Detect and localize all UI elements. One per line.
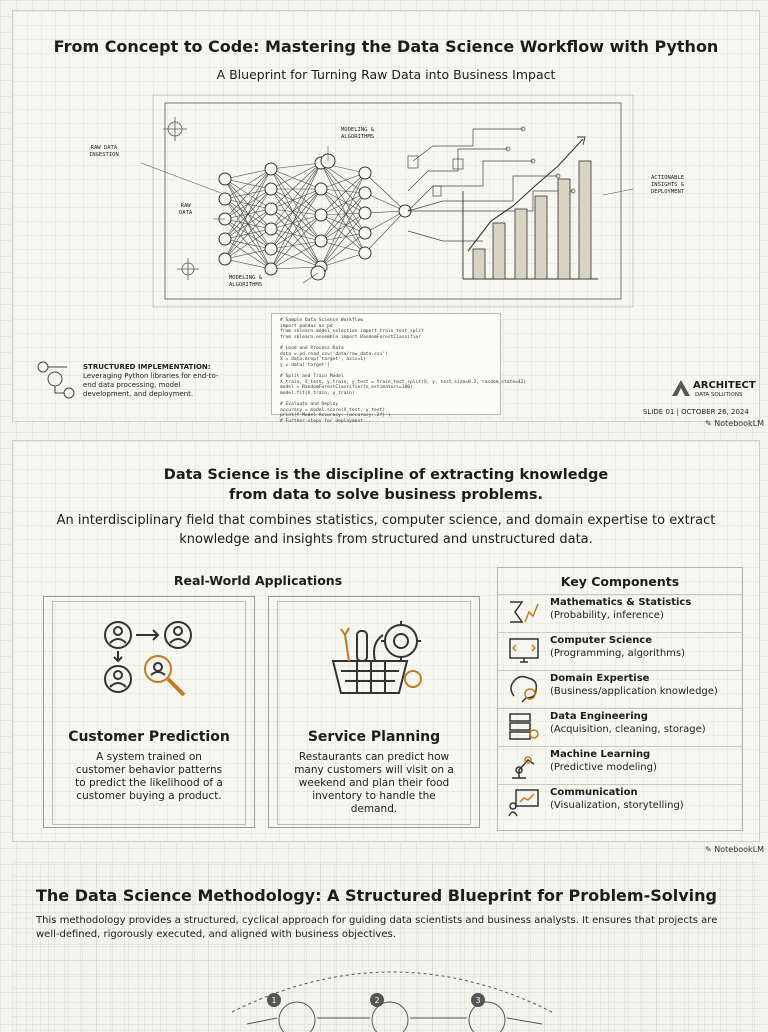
component-title: Domain Expertise bbox=[550, 673, 650, 684]
step-1-label: 1 bbox=[271, 996, 277, 1005]
slide2-description: An interdisciplinary field that combines statistics, computer science, and domain expertise to extract knowledge and insights from structured and unstructured data. bbox=[56, 513, 716, 547]
network-node bbox=[265, 163, 277, 175]
notebooklm-watermark-2: ✎ NotebookLM bbox=[705, 845, 765, 854]
code-line: # Load and Process Data bbox=[280, 345, 344, 351]
component-domain-expertise bbox=[498, 670, 742, 709]
component-data-engineering bbox=[498, 708, 742, 747]
component-sub: (Predictive modeling) bbox=[550, 762, 657, 773]
slide-data-science-definition bbox=[12, 440, 760, 842]
decorative-bar bbox=[473, 249, 485, 279]
component-machine-learning bbox=[498, 746, 742, 785]
applications-heading: Real-World Applications bbox=[173, 573, 343, 588]
component-title: Machine Learning bbox=[550, 749, 651, 760]
customer-prediction-icon bbox=[100, 617, 200, 697]
code-line: from sklearn.ensemble import RandomForestClassifier bbox=[280, 334, 422, 340]
slide-info: SLIDE 01 | OCTOBER 26, 2024 bbox=[643, 408, 749, 416]
component-sub: (Programming, algorithms) bbox=[550, 648, 686, 659]
network-node bbox=[315, 235, 327, 247]
slide2-headline: Data Science is the discipline of extracting knowledge from data to solve business problems. bbox=[163, 467, 609, 503]
code-line: from sklearn.model_selection import train_test_split bbox=[280, 329, 424, 335]
network-node bbox=[359, 227, 371, 239]
network-node bbox=[219, 253, 231, 265]
component-sub: (Business/application knowledge) bbox=[550, 686, 718, 697]
code-line: # Evaluate and Deploy bbox=[280, 401, 339, 407]
network-node bbox=[359, 187, 371, 199]
slide3-description: This methodology provides a structured, cyclical approach for guiding data scientists and business analysts. It ensures that projects are well-defined, rigorously executed, and aligned with business objectives. bbox=[36, 915, 718, 940]
card-desc-service-planning: Restaurants can predict how many customers will visit on a weekend and plan their food inventory to handle the demand. bbox=[294, 751, 454, 815]
network-node bbox=[265, 183, 277, 195]
brain-gear-icon bbox=[508, 674, 540, 704]
network-node bbox=[315, 209, 327, 221]
step-2-label: 2 bbox=[374, 996, 380, 1005]
card-title-customer-prediction: Customer Prediction bbox=[68, 729, 230, 745]
presentation-chart-icon bbox=[508, 788, 540, 818]
component-math-stats bbox=[498, 594, 742, 633]
label-raw-data-ingestion: RAW DATA INGESTION bbox=[89, 145, 119, 158]
code-line: print(f'Model Accuracy: {accuracy:.2f}') bbox=[280, 413, 391, 419]
label-modeling-top: MODELING & ALGORITHMS bbox=[341, 127, 375, 140]
decorative-bar bbox=[515, 209, 527, 279]
label-raw-data: RAW DATA bbox=[179, 203, 193, 216]
brand-sub: DATA SOLUTIONS bbox=[695, 392, 743, 398]
decorative-bar bbox=[558, 179, 570, 279]
card-service-planning bbox=[268, 596, 480, 828]
python-code-snippet bbox=[271, 313, 527, 424]
decorative-bar bbox=[535, 196, 547, 279]
component-title: Mathematics & Statistics bbox=[550, 597, 692, 608]
code-line: model.fit(X_train, y_train) bbox=[280, 390, 355, 396]
component-title: Communication bbox=[550, 787, 638, 798]
code-line: # Further steps for deployment... bbox=[280, 418, 372, 424]
network-node bbox=[265, 263, 277, 275]
code-line: data = pd.read_csv('data/raw_data.csv') bbox=[280, 351, 388, 357]
structured-implementation-title: STRUCTURED IMPLEMENTATION: bbox=[83, 363, 211, 371]
network-node bbox=[359, 167, 371, 179]
food-basket-icon bbox=[319, 613, 434, 703]
methodology-cycle-diagram bbox=[12, 862, 758, 1032]
network-node bbox=[315, 183, 327, 195]
code-line: # Sample Data Science Workflow bbox=[280, 318, 363, 323]
slide1-subtitle: A Blueprint for Turning Raw Data into Business Impact bbox=[216, 67, 556, 82]
code-line: model = RandomForestClassifier(n_estimators=100) bbox=[280, 385, 413, 391]
card-customer-prediction bbox=[43, 596, 255, 828]
step-3-label: 3 bbox=[475, 996, 481, 1005]
architect-logo-icon bbox=[671, 379, 691, 397]
component-sub: (Visualization, storytelling) bbox=[550, 800, 684, 811]
slide1-title: From Concept to Code: Mastering the Data Science Workflow with Python bbox=[53, 37, 719, 56]
monitor-code-icon bbox=[508, 636, 540, 666]
code-line: # Split and Train Model bbox=[280, 373, 344, 379]
code-line: accuracy = model.score(X_test, y_test) bbox=[280, 407, 386, 413]
network-node bbox=[219, 173, 231, 185]
brand-name: ARCHITECT bbox=[693, 380, 756, 391]
code-line: import pandas as pd bbox=[280, 323, 333, 329]
decorative-bar bbox=[579, 161, 591, 279]
network-node bbox=[219, 233, 231, 245]
key-components-heading: Key Components bbox=[560, 574, 680, 589]
network-node bbox=[359, 247, 371, 259]
server-stack-icon bbox=[508, 712, 540, 742]
notebooklm-watermark: ✎ NotebookLM bbox=[705, 419, 765, 428]
code-line: X = data.drop('target', axis=1) bbox=[280, 357, 366, 363]
decorative-bar bbox=[493, 223, 505, 279]
component-communication bbox=[498, 784, 742, 823]
code-line: X_train, X_test, y_train, y_test = train_test_split(X, y, test_size=0.2, random_state=42) bbox=[280, 379, 527, 385]
component-sub: (Acquisition, cleaning, storage) bbox=[550, 724, 706, 735]
network-node bbox=[219, 193, 231, 205]
label-modeling-bottom: MODELING & ALGORITHMS bbox=[229, 275, 263, 288]
component-sub: (Probability, inference) bbox=[550, 610, 664, 621]
component-computer-science bbox=[498, 632, 742, 671]
card-title-service-planning: Service Planning bbox=[307, 729, 441, 745]
component-title: Computer Science bbox=[550, 635, 653, 646]
sigma-chart-icon bbox=[508, 598, 540, 628]
code-line: y = data['target'] bbox=[280, 362, 330, 368]
network-node bbox=[265, 243, 277, 255]
gears-icon bbox=[35, 359, 81, 399]
slide3-title: The Data Science Methodology: A Structured Blueprint for Problem-Solving bbox=[36, 886, 717, 905]
network-node bbox=[265, 203, 277, 215]
network-node bbox=[265, 223, 277, 235]
component-title: Data Engineering bbox=[550, 711, 648, 722]
label-actionable-insights: ACTIONABLE INSIGHTS & DEPLOYMENT bbox=[651, 175, 685, 195]
slide-concept-to-code bbox=[12, 10, 760, 422]
structured-implementation-desc: Leveraging Python libraries for end-to-end data processing, model development, and deployment. bbox=[83, 372, 219, 398]
card-desc-customer-prediction: A system trained on customer behavior patterns to predict the likelihood of a customer buying a product. bbox=[75, 751, 223, 802]
network-node bbox=[359, 207, 371, 219]
key-components-panel bbox=[497, 567, 743, 831]
slide-methodology bbox=[12, 862, 758, 1032]
robot-arm-icon bbox=[508, 750, 540, 780]
